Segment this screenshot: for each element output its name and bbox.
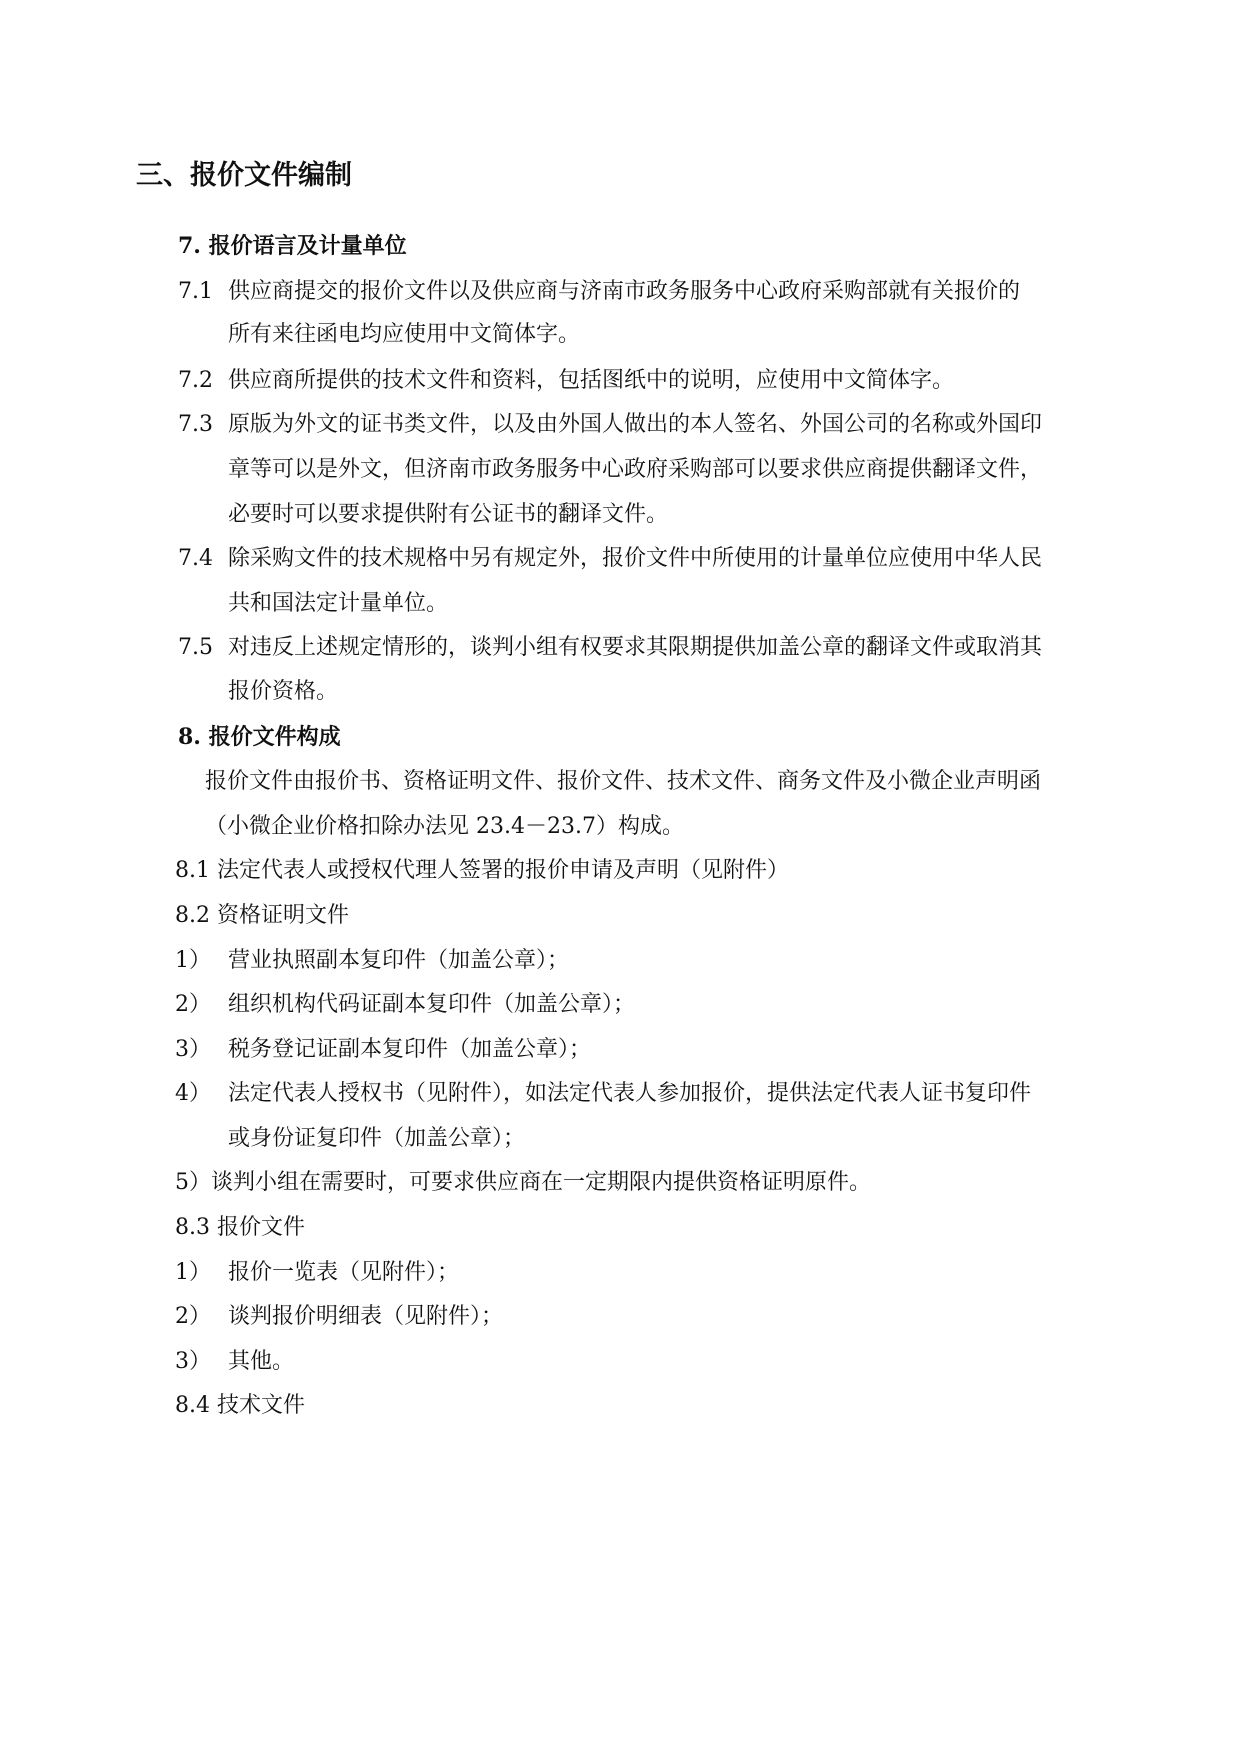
- list-number: 2）: [175, 992, 211, 1017]
- list-text: 其他。: [228, 1349, 295, 1374]
- item-text: 供应商所提供的技术文件和资料，包括图纸中的说明，应使用中文简体字。: [228, 368, 955, 393]
- item-text: 供应商提交的报价文件以及供应商与济南市政务服务中心政府采购部就有关报价的: [228, 279, 1021, 304]
- list-number: 2）: [175, 1304, 211, 1329]
- item-text: 原版为外文的证书类文件，以及由外国人做出的本人签名、外国公司的名称或外国印: [228, 412, 1043, 437]
- subsection-8-3: 8.3 报价文件: [175, 1215, 305, 1240]
- list-number: 3）: [175, 1037, 211, 1062]
- list-number: 1）: [175, 948, 211, 973]
- item-text: 共和国法定计量单位。: [228, 591, 449, 616]
- list-text: 法定代表人授权书（见附件），如法定代表人参加报价，提供法定代表人证书复印件: [228, 1081, 1032, 1106]
- list-note: 5）谈判小组在需要时，可要求供应商在一定期限内提供资格证明原件。: [175, 1170, 871, 1195]
- list-text: 报价一览表（见附件）；: [228, 1260, 460, 1285]
- item-text: 所有来往函电均应使用中文简体字。: [228, 322, 581, 347]
- section-title: 三、报价文件编制: [136, 160, 352, 191]
- list-number: 1）: [175, 1260, 211, 1285]
- item-text: 除采购文件的技术规格中另有规定外，报价文件中所使用的计量单位应使用中华人民: [228, 546, 1043, 571]
- intro-text: （小微企业价格扣除办法见 23.4－23.7）构成。: [205, 814, 684, 839]
- list-text: 或身份证复印件（加盖公章）；: [228, 1126, 526, 1151]
- item-text: 报价资格。: [228, 679, 339, 704]
- item-number: 7.1: [178, 279, 213, 304]
- item-number: 7.2: [178, 368, 213, 393]
- item-number: 7.3: [178, 412, 213, 437]
- item-text: 对违反上述规定情形的，谈判小组有权要求其限期提供加盖公章的翻译文件或取消其: [228, 635, 1043, 660]
- heading-7: 7. 报价语言及计量单位: [178, 233, 407, 259]
- list-number: 3）: [175, 1349, 211, 1374]
- intro-text: 报价文件由报价书、资格证明文件、报价文件、技术文件、商务文件及小微企业声明函: [205, 769, 1042, 794]
- heading-8: 8. 报价文件构成: [178, 724, 341, 750]
- list-text: 营业执照副本复印件（加盖公章）；: [228, 948, 570, 973]
- list-text: 税务登记证副本复印件（加盖公章）；: [228, 1037, 592, 1062]
- subsection-8-2: 8.2 资格证明文件: [175, 903, 349, 928]
- item-text: 必要时可以要求提供附有公证书的翻译文件。: [228, 502, 669, 527]
- item-text: 章等可以是外文，但济南市政务服务中心政府采购部可以要求供应商提供翻译文件，: [228, 457, 1043, 482]
- subsection-8-1: 8.1 法定代表人或授权代理人签署的报价申请及声明（见附件）: [175, 858, 789, 883]
- list-text: 组织机构代码证副本复印件（加盖公章）；: [228, 992, 636, 1017]
- subsection-8-4: 8.4 技术文件: [175, 1393, 305, 1418]
- list-number: 4）: [175, 1081, 211, 1106]
- list-text: 谈判报价明细表（见附件）；: [228, 1304, 504, 1329]
- item-number: 7.5: [178, 635, 213, 660]
- item-number: 7.4: [178, 546, 213, 571]
